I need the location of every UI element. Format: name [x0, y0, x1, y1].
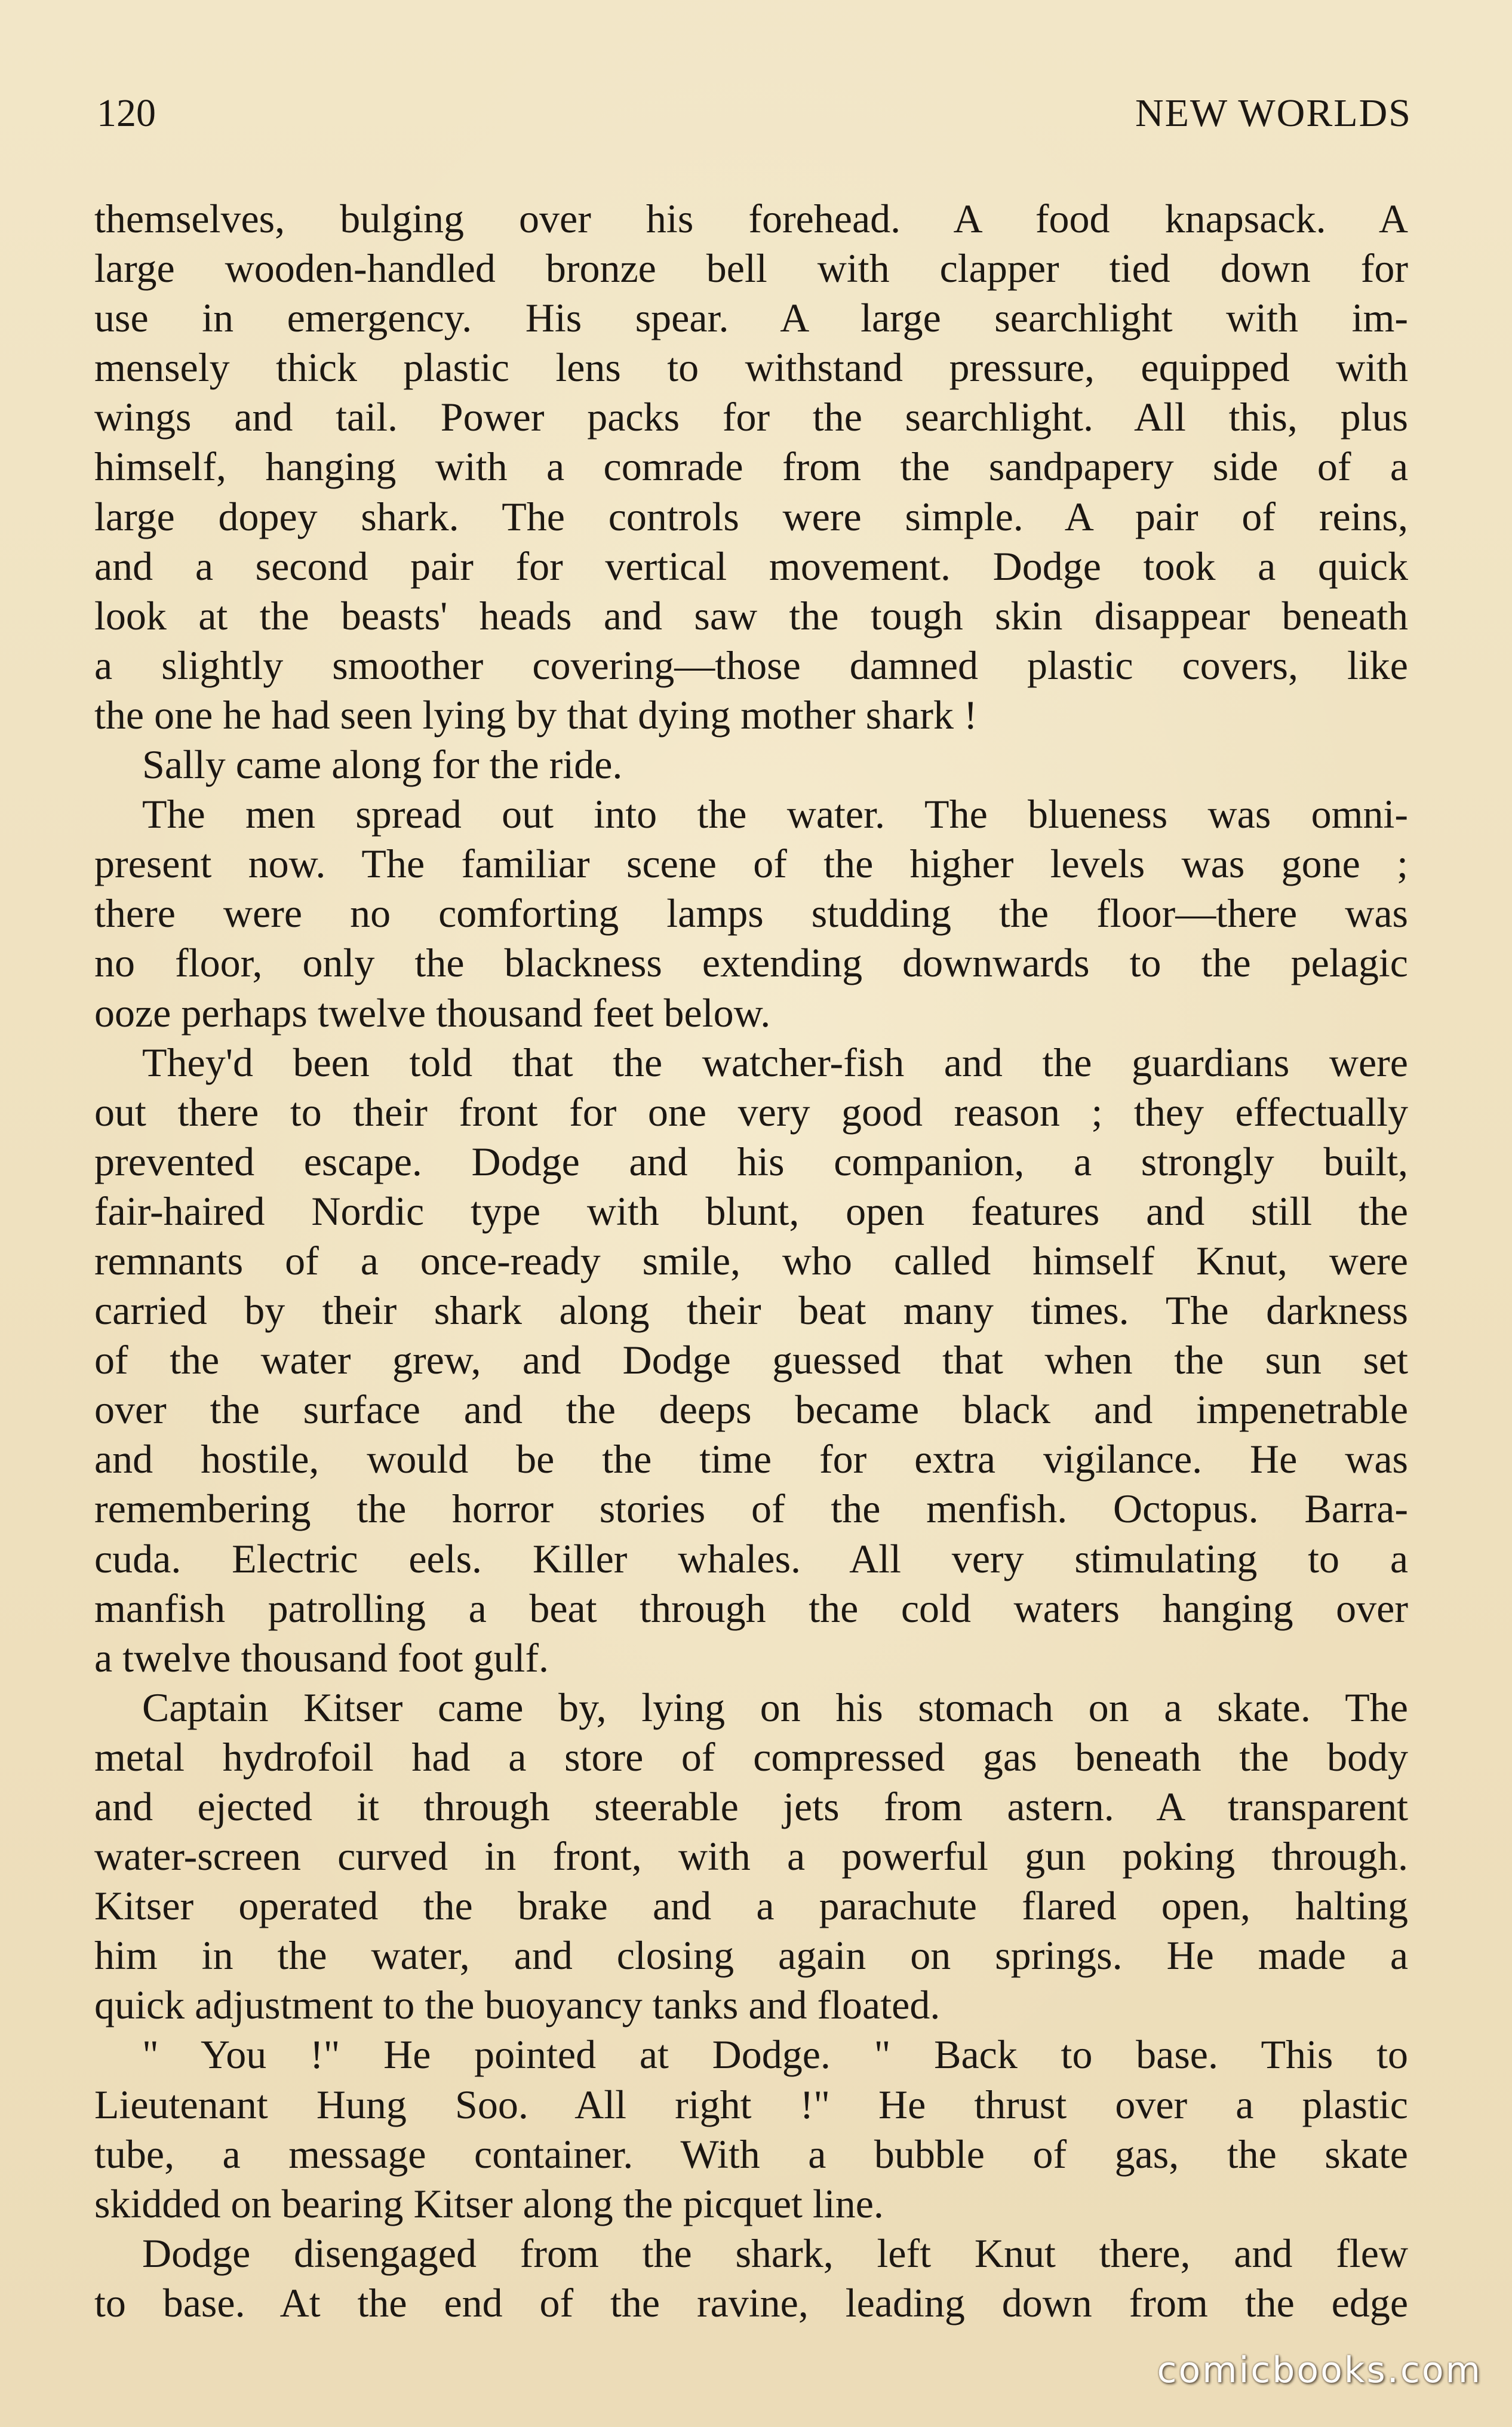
text-line: themselves, bulging over his forehead. A food knapsack. A	[94, 196, 1408, 241]
text-line: carried by their shark along their beat many times. The darkness	[94, 1288, 1408, 1334]
text-line: to base. At the end of the ravine, leading down from the edge	[94, 2279, 1408, 2325]
watermark: comicbooks.com	[1157, 2349, 1482, 2391]
text-line: fair-haired Nordic type with blunt, open features and still the	[94, 1188, 1408, 1234]
text-line: there were no comforting lamps studding the floor—there was	[94, 890, 1408, 936]
text-line: Captain Kitser came by, lying on his stomach on a skate. The	[142, 1684, 1408, 1730]
text-line: manfish patrolling a beat through the cold waters hanging over	[94, 1585, 1408, 1631]
text-line: and hostile, would be the time for extra vigilance. He was	[94, 1436, 1408, 1482]
text-line: a twelve thousand foot gulf.	[94, 1635, 549, 1681]
text-line: metal hydrofoil had a store of compressed gas beneath the body	[94, 1734, 1408, 1780]
text-line: over the surface and the deeps became black and impenetrable	[94, 1387, 1408, 1433]
text-line: out there to their front for one very good reason ; they effectually	[94, 1089, 1408, 1135]
text-line: and a second pair for vertical movement. Dodge took a quick	[94, 543, 1408, 589]
text-line: cuda. Electric eels. Killer whales. All very stimulating to a	[94, 1535, 1408, 1581]
running-title: NEW WORLDS	[1135, 91, 1412, 135]
text-line: ooze perhaps twelve thousand feet below.	[94, 990, 771, 1036]
text-line: They'd been told that the watcher-fish and the guardians were	[142, 1039, 1408, 1085]
text-line: look at the beasts' heads and saw the tough skin disappear beneath	[94, 592, 1408, 638]
text-line: wings and tail. Power packs for the searchlight. All this, plus	[94, 394, 1408, 440]
text-line: himself, hanging with a comrade from the sandpapery side of a	[94, 444, 1408, 490]
text-line: the one he had seen lying by that dying mother shark !	[94, 692, 978, 738]
text-line: quick adjustment to the buoyancy tanks and floated.	[94, 1982, 941, 2028]
text-line: large wooden-handled bronze bell with clapper tied down for	[94, 245, 1408, 291]
text-line: large dopey shark. The controls were simple. A pair of reins,	[94, 493, 1408, 539]
text-line: no floor, only the blackness extending downwards to the pelagic	[94, 940, 1408, 986]
text-line: present now. The familiar scene of the higher levels was gone ;	[94, 841, 1408, 887]
text-line: Sally came along for the ride.	[142, 742, 623, 788]
running-head	[97, 90, 1412, 137]
text-line: mensely thick plastic lens to withstand pressure, equipped with	[94, 345, 1408, 391]
text-line: him in the water, and closing again on springs. He made a	[94, 1933, 1408, 1979]
text-line: prevented escape. Dodge and his companion, a strongly built,	[94, 1138, 1408, 1184]
text-line: tube, a message container. With a bubble of gas, the skate	[94, 2131, 1408, 2177]
text-line: and ejected it through steerable jets from astern. A transparent	[94, 1784, 1408, 1829]
text-line: Dodge disengaged from the shark, left Knut there, and flew	[142, 2230, 1408, 2276]
text-line: Kitser operated the brake and a parachute flared open, halting	[94, 1883, 1408, 1929]
text-line: of the water grew, and Dodge guessed that when the sun set	[94, 1337, 1408, 1383]
text-line: remnants of a once-ready smile, who called himself Knut, were	[94, 1237, 1408, 1283]
text-line: Lieutenant Hung Soo. All right !" He thrust over a plastic	[94, 2081, 1408, 2127]
body-text	[94, 194, 1408, 2328]
page-number: 120	[97, 91, 156, 135]
text-line: use in emergency. His spear. A large searchlight with im-	[94, 295, 1408, 341]
text-line: water-screen curved in front, with a powerful gun poking through.	[94, 1833, 1408, 1879]
text-line: a slightly smoother covering—those damned plastic covers, like	[94, 642, 1408, 688]
text-line: The men spread out into the water. The blueness was omni-	[142, 791, 1408, 837]
text-line: remembering the horror stories of the menfish. Octopus. Barra-	[94, 1486, 1408, 1532]
text-line: " You !" He pointed at Dodge. " Back to base. This to	[142, 2032, 1408, 2078]
text-line: skidded on bearing Kitser along the picquet line.	[94, 2180, 884, 2226]
